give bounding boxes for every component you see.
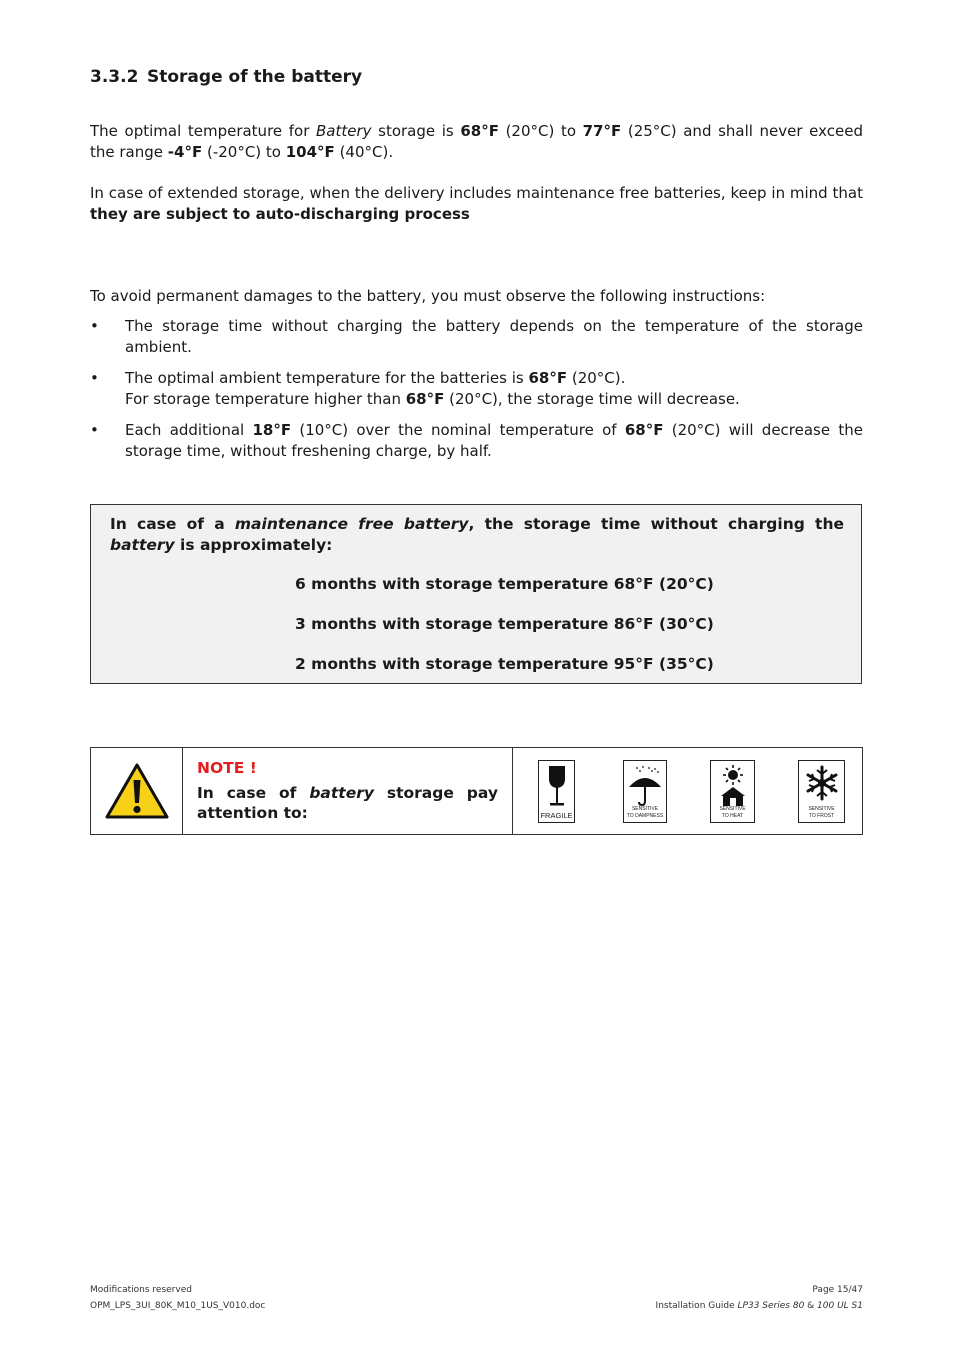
footer-filename: OPM_LPS_3UI_80K_M10_1US_V010.doc: [90, 1301, 266, 1311]
text-italic: maintenance free battery: [234, 515, 469, 533]
text-run: (10°C) over the nominal temperature of: [291, 421, 625, 439]
section-number: 3.3.2: [90, 67, 139, 87]
heat-caption: [699, 806, 766, 820]
temp-value: 68°F: [405, 390, 445, 408]
temp-value: 68°F: [528, 369, 568, 387]
text-run: (20°C), the storage time will decrease.: [444, 390, 740, 408]
note-text-cell: [183, 748, 513, 834]
text-run: Each additional: [125, 421, 253, 439]
storage-time-intro: [110, 514, 844, 556]
note-title: NOTE !: [197, 759, 257, 777]
temp-value: 68°F: [460, 122, 499, 140]
section-title: Storage of the battery: [147, 67, 363, 87]
text-run: Installation Guide: [655, 1301, 738, 1311]
warning-cell: [91, 748, 183, 834]
storage-time-line-1: 6 months with storage temperature 68°F (20°C): [295, 575, 714, 593]
text-run: In case of a: [110, 515, 235, 533]
bullet-icon: •: [90, 369, 99, 387]
fragile-glass-icon: [546, 765, 568, 811]
text-run: In case of extended storage, when the delivery includes maintenance free batteries, keep in mind that: [90, 184, 863, 202]
footer-page-number: Page 15/47: [812, 1285, 863, 1295]
caption-line: TO FROST: [808, 813, 835, 819]
caption-line: SENSITIVE: [631, 806, 659, 812]
storage-time-line-2: 3 months with storage temperature 86°F (30°C): [295, 615, 714, 633]
text-run: &: [804, 1301, 818, 1311]
storage-time-box: [90, 504, 862, 684]
caption-line: SENSITIVE: [808, 806, 835, 812]
text-run: (20°C) will decrease the storage time, without freshening charge, by half.: [125, 421, 863, 460]
text-run: For storage temperature higher than: [125, 390, 406, 408]
text-run: (20°C).: [567, 369, 626, 387]
list-item: [90, 316, 863, 358]
text-run: (25°C) and shall never exceed the range: [90, 122, 863, 161]
text-run: , the storage time without charging the: [468, 515, 845, 533]
temp-value: 68°F: [624, 421, 664, 439]
frost-caption: [787, 806, 856, 820]
text-run: The storage time without charging the battery depends on the temperature of the storage ambient.: [125, 317, 863, 356]
paragraph-extended-storage: [90, 183, 863, 225]
temp-value: 18°F: [252, 421, 292, 439]
caption-line: TO DAMPNESS: [626, 813, 664, 819]
storage-time-line-3: 2 months with storage temperature 95°F (35°C): [295, 655, 714, 673]
list-item: [90, 420, 863, 462]
text-italic: LP33 Series 80: [737, 1301, 805, 1311]
handling-icons-cell: [513, 748, 862, 834]
text-bold: they are subject to auto-discharging process: [90, 205, 470, 223]
text-run: (-20°C) to: [202, 143, 286, 161]
list-item: [90, 368, 863, 410]
umbrella-icon: [627, 765, 663, 809]
text-run: The optimal temperature for: [90, 122, 316, 140]
heat-label: [710, 760, 755, 823]
note-body: [197, 783, 498, 823]
caption-line: SENSITIVE: [719, 806, 746, 812]
dampness-label: [623, 760, 667, 823]
text-italic: 100 UL S1: [817, 1301, 863, 1311]
paragraph-instructions-intro: To avoid permanent damages to the battery, you must observe the following instructions:: [90, 287, 766, 305]
text-italic: battery: [309, 784, 374, 802]
bullet-icon: •: [90, 421, 99, 439]
caption-line: TO HEAT: [721, 813, 744, 819]
instruction-list: [90, 316, 863, 472]
footer-modifications: Modifications reserved: [90, 1285, 192, 1295]
text-run: storage pay attention to:: [197, 784, 498, 822]
footer-guide-title: [656, 1301, 863, 1311]
text-run: The optimal ambient temperature for the batteries is: [125, 369, 529, 387]
text-run: In case of: [197, 784, 310, 802]
sun-house-icon: [716, 765, 750, 807]
note-table: [90, 747, 863, 835]
temp-value: 104°F: [285, 143, 335, 161]
text-run: is approximately:: [174, 536, 333, 554]
frost-label: [798, 760, 845, 823]
fragile-label: [538, 760, 575, 823]
text-run: (20°C) to: [498, 122, 583, 140]
warning-triangle-icon: [104, 762, 170, 820]
snowflake-icon: [805, 765, 839, 801]
text-run: (40°C).: [334, 143, 394, 161]
text-run: storage is: [371, 122, 461, 140]
text-italic: battery: [110, 536, 175, 554]
dampness-caption: [612, 806, 678, 820]
temp-value: -4°F: [167, 143, 203, 161]
temp-value: 77°F: [582, 122, 622, 140]
paragraph-temperature: [90, 121, 863, 163]
fragile-caption: FRAGILE: [540, 811, 573, 820]
bullet-icon: •: [90, 317, 99, 335]
section-heading: [90, 67, 362, 87]
text-italic: Battery: [315, 122, 372, 140]
